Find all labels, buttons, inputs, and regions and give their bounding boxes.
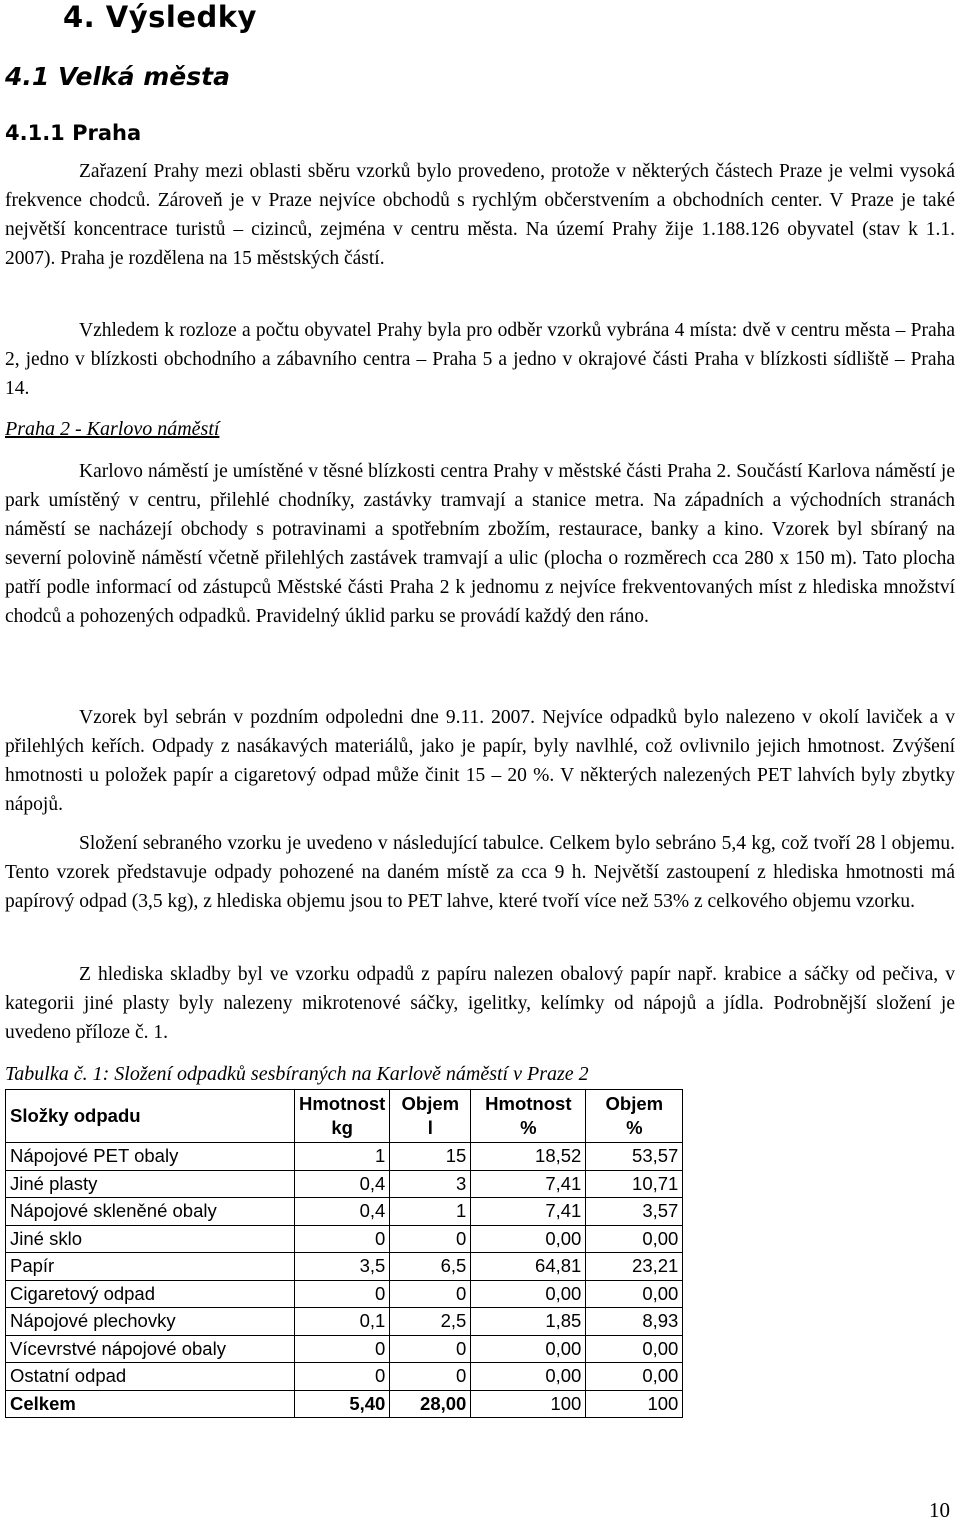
cell-volume-percent: 0,00 [586,1280,683,1308]
table-row [6,1143,683,1171]
section-heading: 4.1 Velká města [5,62,230,91]
header-mass-kg: Hmotnost kg [295,1090,390,1143]
cell-volume-l: 0 [390,1335,471,1363]
cell-component: Jiné plasty [6,1170,295,1198]
page-number: 10 [929,1498,950,1522]
table-row [6,1335,683,1363]
table-total-row [6,1390,683,1418]
cell-mass-kg: 0,4 [295,1170,390,1198]
cell-volume-l: 0 [390,1363,471,1391]
cell-mass-kg: 0 [295,1335,390,1363]
header-mass-percent: Hmotnost % [471,1090,586,1143]
cell-mass-kg: 0 [295,1363,390,1391]
cell-volume-l: 3 [390,1170,471,1198]
table-row [6,1280,683,1308]
paragraph-sample-composition: Složení sebraného vzorku je uvedeno v následující tabulce. Celkem bylo sebráno 5,4 kg, což tvoří 28 l objemu. Tento vzorek představuje odpady pohozené na daném místě za cca 9 h. Největší zastoupení z hlediska hmotnosti má papírový odpad (3,5 kg), z hlediska objemu jsou to PET lahve, které tvoří více než 53% z celkového objemu vzorku. [5,833,955,912]
cell-component: Papír [6,1253,295,1281]
cell-volume-l: 0 [390,1225,471,1253]
cell-volume-l: 6,5 [390,1253,471,1281]
cell-mass-percent: 18,52 [471,1143,586,1171]
cell-total-volume-percent: 100 [586,1390,683,1418]
cell-mass-percent: 0,00 [471,1280,586,1308]
cell-total-mass-percent: 100 [471,1390,586,1418]
paragraph-karlovo-namesti: Karlovo náměstí je umístěné v těsné blízkosti centra Prahy v městské části Praha 2. Součástí Karlova náměstí je park umístěný v centru, přilehlé chodníky, zastávky tramvají a stanice metra. Na západních a východních stranách náměstí se nacházejí obchody s potravinami a spotřebním zbožím, restaurace, banky a kino. Vzorek byl sbíraný na severní polovině náměstí včetně přilehlých zastávek tramvají a ulic (plocha o rozměrech cca 280 x 150 m). Tato plocha patří podle informací od zástupců Městské části Praha 2 k jednomu z nejvíce frekventovaných míst z hlediska množství chodců a pohozených odpadků. Pravidelný úklid parku se provádí každý den ráno. [5,461,955,627]
cell-mass-percent: 0,00 [471,1363,586,1391]
subsection-heading: 4.1.1 Praha [5,121,142,145]
cell-volume-percent: 0,00 [586,1363,683,1391]
cell-mass-kg: 0 [295,1280,390,1308]
cell-total-volume-l: 28,00 [390,1390,471,1418]
cell-mass-kg: 3,5 [295,1253,390,1281]
cell-mass-percent: 0,00 [471,1225,586,1253]
cell-volume-percent: 8,93 [586,1308,683,1336]
table-caption: Tabulka č. 1: Složení odpadků sesbíraných na Karlově náměstí v Praze 2 [5,1063,589,1085]
cell-total-label: Celkem [6,1390,295,1418]
cell-mass-kg: 0,1 [295,1308,390,1336]
table-row [6,1198,683,1226]
cell-volume-percent: 3,57 [586,1198,683,1226]
cell-component: Nápojové skleněné obaly [6,1198,295,1226]
location-subheading: Praha 2 - Karlovo náměstí [5,418,220,440]
table-row [6,1363,683,1391]
cell-mass-kg: 0 [295,1225,390,1253]
cell-mass-percent: 0,00 [471,1335,586,1363]
table-row [6,1308,683,1336]
cell-component: Ostatní odpad [6,1363,295,1391]
table-row [6,1170,683,1198]
cell-mass-percent: 7,41 [471,1198,586,1226]
cell-mass-percent: 64,81 [471,1253,586,1281]
cell-volume-l: 1 [390,1198,471,1226]
header-volume-l: Objem l [390,1090,471,1143]
cell-component: Jiné sklo [6,1225,295,1253]
cell-component: Cigaretový odpad [6,1280,295,1308]
cell-volume-percent: 10,71 [586,1170,683,1198]
cell-volume-percent: 53,57 [586,1143,683,1171]
header-waste-component: Složky odpadu [6,1090,295,1143]
chapter-heading: 4. Výsledky [63,0,257,34]
cell-component: Nápojové plechovky [6,1308,295,1336]
paragraph-intro: Zařazení Prahy mezi oblasti sběru vzorků bylo provedeno, protože v některých částech Praze je velmi vysoká frekvence chodců. Zároveň je v Praze nejvíce obchodů s rychlým občerstvením a obchodních center. V Praze je také největší koncentrace turistů – cizinců, zejména v centru města. Na území Prahy žije 1.188.126 obyvatel (stav k 1.1. 2007). Praha je rozdělena na 15 městských částí. [5,161,955,269]
paragraph-paper-details: Z hlediska skladby byl ve vzorku odpadů z papíru nalezen obalový papír např. krabice a sáčky od pečiva, v kategorii jiné plasty byly nalezeny mikrotenové sáčky, igelitky, kelímky od nápojů a jídla. Podrobnější složení je uvedeno příloze č. 1. [5,964,955,1043]
cell-mass-kg: 0,4 [295,1198,390,1226]
cell-total-mass-kg: 5,40 [295,1390,390,1418]
cell-mass-percent: 1,85 [471,1308,586,1336]
header-volume-percent: Objem % [586,1090,683,1143]
cell-volume-percent: 0,00 [586,1225,683,1253]
cell-component: Nápojové PET obaly [6,1143,295,1171]
cell-volume-percent: 23,21 [586,1253,683,1281]
cell-mass-kg: 1 [295,1143,390,1171]
cell-volume-l: 0 [390,1280,471,1308]
table-row [6,1225,683,1253]
cell-volume-l: 15 [390,1143,471,1171]
table-header-row [6,1090,683,1143]
composition-table [5,1089,683,1418]
cell-volume-percent: 0,00 [586,1335,683,1363]
paragraph-sample-date: Vzorek byl sebrán v pozdním odpoledni dne 9.11. 2007. Nejvíce odpadků bylo nalezeno v okolí laviček a v přilehlých keřích. Odpady z nasákavých materiálů, jako je papír, byly navlhlé, což ovlivnilo jejich hmotnost. Zvýšení hmotnosti u položek papír a cigaretový odpad může činit 15 – 20 %. V některých nalezených PET lahvích byly zbytky nápojů. [5,707,955,815]
cell-component: Vícevrstvé nápojové obaly [6,1335,295,1363]
table-row [6,1253,683,1281]
cell-volume-l: 2,5 [390,1308,471,1336]
paragraph-locations: Vzhledem k rozloze a počtu obyvatel Prahy byla pro odběr vzorků vybrána 4 místa: dvě v centru města – Praha 2, jedno v blízkosti obchodního a zábavního centra – Praha 5 a jedno v okrajové části Praha v blízkosti sídliště – Praha 14. [5,320,955,399]
cell-mass-percent: 7,41 [471,1170,586,1198]
